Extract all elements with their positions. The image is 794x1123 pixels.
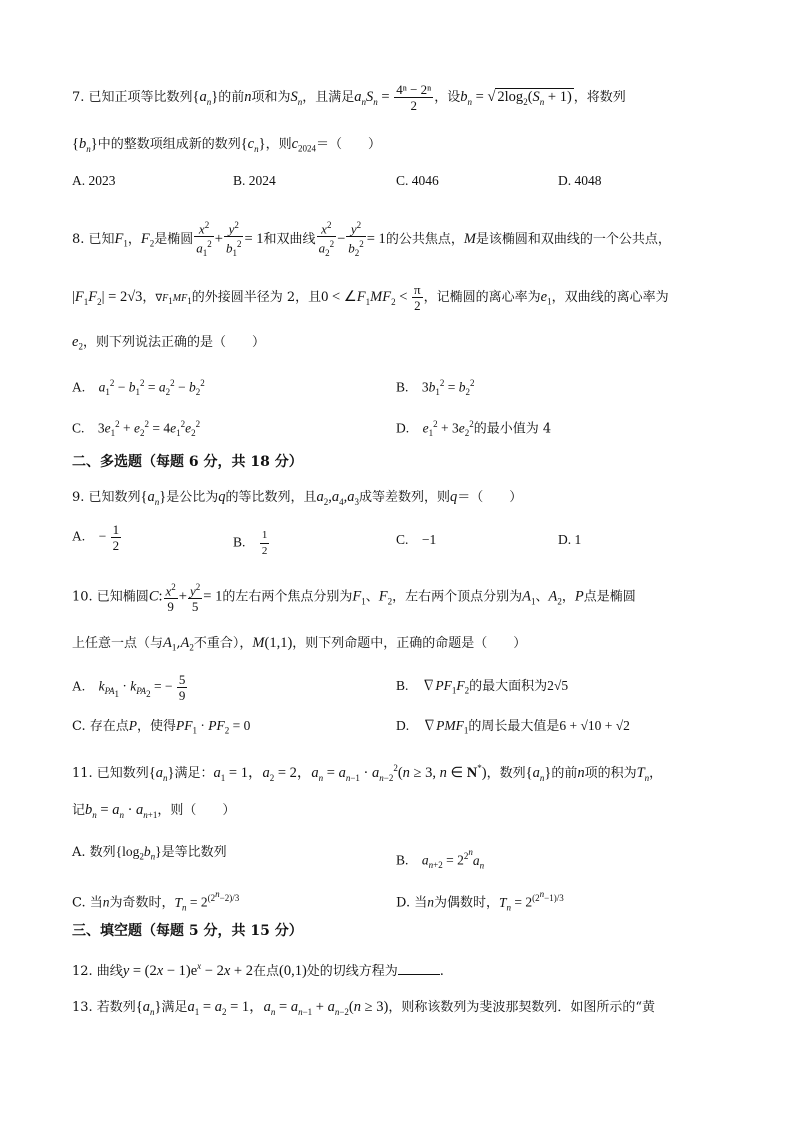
q13-line: 13. 若数列$\{a_n\}$满足$a_1 = a_2 = 1$，$a_n = a_{n-1} + a_{n-2}(n \ge 3)$，则称该数列为斐波那契数列．如图所示的“黄 <box>72 999 655 1017</box>
q8-line3: $e_2$，则下列说法正确的是（ ） <box>72 334 265 352</box>
q11-line1: 11. 已知数列$\{a_n\}$满足：$a_1 = 1$，$a_2 = 2$，$a_n = a_{n-1} \cdot a_{n-2}^2(n \ge 3$, n ∈ N*)，数列$\{a_n\}$的前n项的积为$T_n$， <box>72 763 663 783</box>
q9-option-d: D. 1 <box>558 532 582 547</box>
q7-line2: $\{b_n\}$中的整数项组成新的数列$\{c_n\}$，则$c_{2024}=$（ ） <box>72 136 382 154</box>
q9-option-c: C. −1 <box>396 532 437 547</box>
q8-option-b: B. $3b_1^2 = b_2^2$ <box>396 378 475 398</box>
q10-line2: 上任意一点（与$A_1,A_2$不重合），M(1,1)，则下列命题中，正确的命题是（ ） <box>72 635 527 653</box>
q8-line1: 8. 已知$F_1$，$F_2$是椭圆 $\frac{x^2}{a_1^2}$ + $\frac{y^2}{b_1^2}$ = 1和双曲线 $\frac{x^2}{a_2^2}$ − $\frac{y^2}{b_2^2}$ = 1的公共焦点，M是该椭圆和双曲线的一个公共点， <box>72 220 671 259</box>
q8-option-a: A. $a_1^2 - b_1^2 = a_2^2 - b_2^2$ <box>72 378 205 398</box>
q9-option-b: B. $\frac{1}{2}$ <box>233 529 268 557</box>
q7-fraction: $\frac{\text{4ⁿ − 2ⁿ}}{2}$ <box>396 82 432 113</box>
q11-option-d: D. 当n为偶数时，$T_n = 2^{(2^n-1)/3}$ <box>396 889 564 913</box>
section-fill-in-heading: 三、填空题（每题 5 分，共 15 分） <box>72 923 303 939</box>
q12-line: 12. 曲线$y = (2x - 1)e^x - 2x + 2$在点(0,1)处的切线方程为 . <box>72 961 444 979</box>
q7-line1: 7. 已知正项等比数列$\{a_n\}$的前n项和为$S_n$，且满足$a_nS_n$ = $\frac{\text{4ⁿ − 2ⁿ}}{2}$ ，设$b_n$ = √ $2\log_2(S_n + 1)$ ，将数列 <box>72 82 626 113</box>
q8-option-d: D. $e_1^2 + 3e_2^2$的最小值为 4 <box>396 419 552 439</box>
q10-option-b: B. $\nabla PF_1F_2$的最大面积为2√5 <box>396 678 569 696</box>
q11-option-c: C. 当n为奇数时，$T_n = 2^{(2^n-2)/3}$ <box>72 889 240 913</box>
q10-option-c: C. 存在点P，使得$PF_1 \cdot PF_2 = 0$ <box>72 718 251 736</box>
q8-option-c: C. $3e_1^2 + e_2^2 = 4e_1^2e_2^2$ <box>72 419 201 439</box>
q12-answer-blank <box>398 964 440 975</box>
q7-option-d: D. 4048 <box>558 173 602 188</box>
q10-line1: 10. 已知椭圆C: $\frac{x^2}{9}$ + $\frac{y^2}{5}$ = 1的左右两个焦点分别为$F_1$、$F_2$，左右两个顶点分别为$A_1$、$A_2$，P点是椭圆 <box>72 582 636 615</box>
q9-option-a: A. − $\frac{1}{2}$ <box>72 522 120 553</box>
q9-line: 9. 已知数列$\{a_n\}$是公比为q的等比数列，且$a_2,a_4,a_3$成等差数列，则q＝（ ） <box>72 489 523 507</box>
q10-option-d: D. $\nabla PMF_1$的周长最大值是6 + √10 + √2 <box>396 718 630 736</box>
section-multi-choice-heading: 二、多选题（每题 6 分，共 18 分） <box>72 454 303 470</box>
q10-option-a: A. $k_{PA_1} \cdot k_{PA_2}$ = − $\frac{5}{9}$ <box>72 672 186 703</box>
q7-option-b: B. 2024 <box>233 173 276 188</box>
q7-option-a: A. 2023 <box>72 173 116 188</box>
q8-line2: $|F_1F_2| = 2√3$，$\nabla F_1MF_1$的外接圆半径为 2，且$0 < \angle F_1MF_2$ < $\frac{\pi}{2}$ ，记椭圆的离心率为$e_1$，双曲线的离心率为 <box>72 282 669 313</box>
q11-option-b: B. $a_{n+2} = 2^{2^n}a_n$ <box>396 847 485 871</box>
q11-line2: 记$b_n = a_n \cdot a_{n+1}$，则（ ） <box>72 802 236 820</box>
q11-option-a: A. 数列$\{\log_2b_n\}$是等比数列 <box>72 844 227 862</box>
q7-option-c: C. 4046 <box>396 173 439 188</box>
